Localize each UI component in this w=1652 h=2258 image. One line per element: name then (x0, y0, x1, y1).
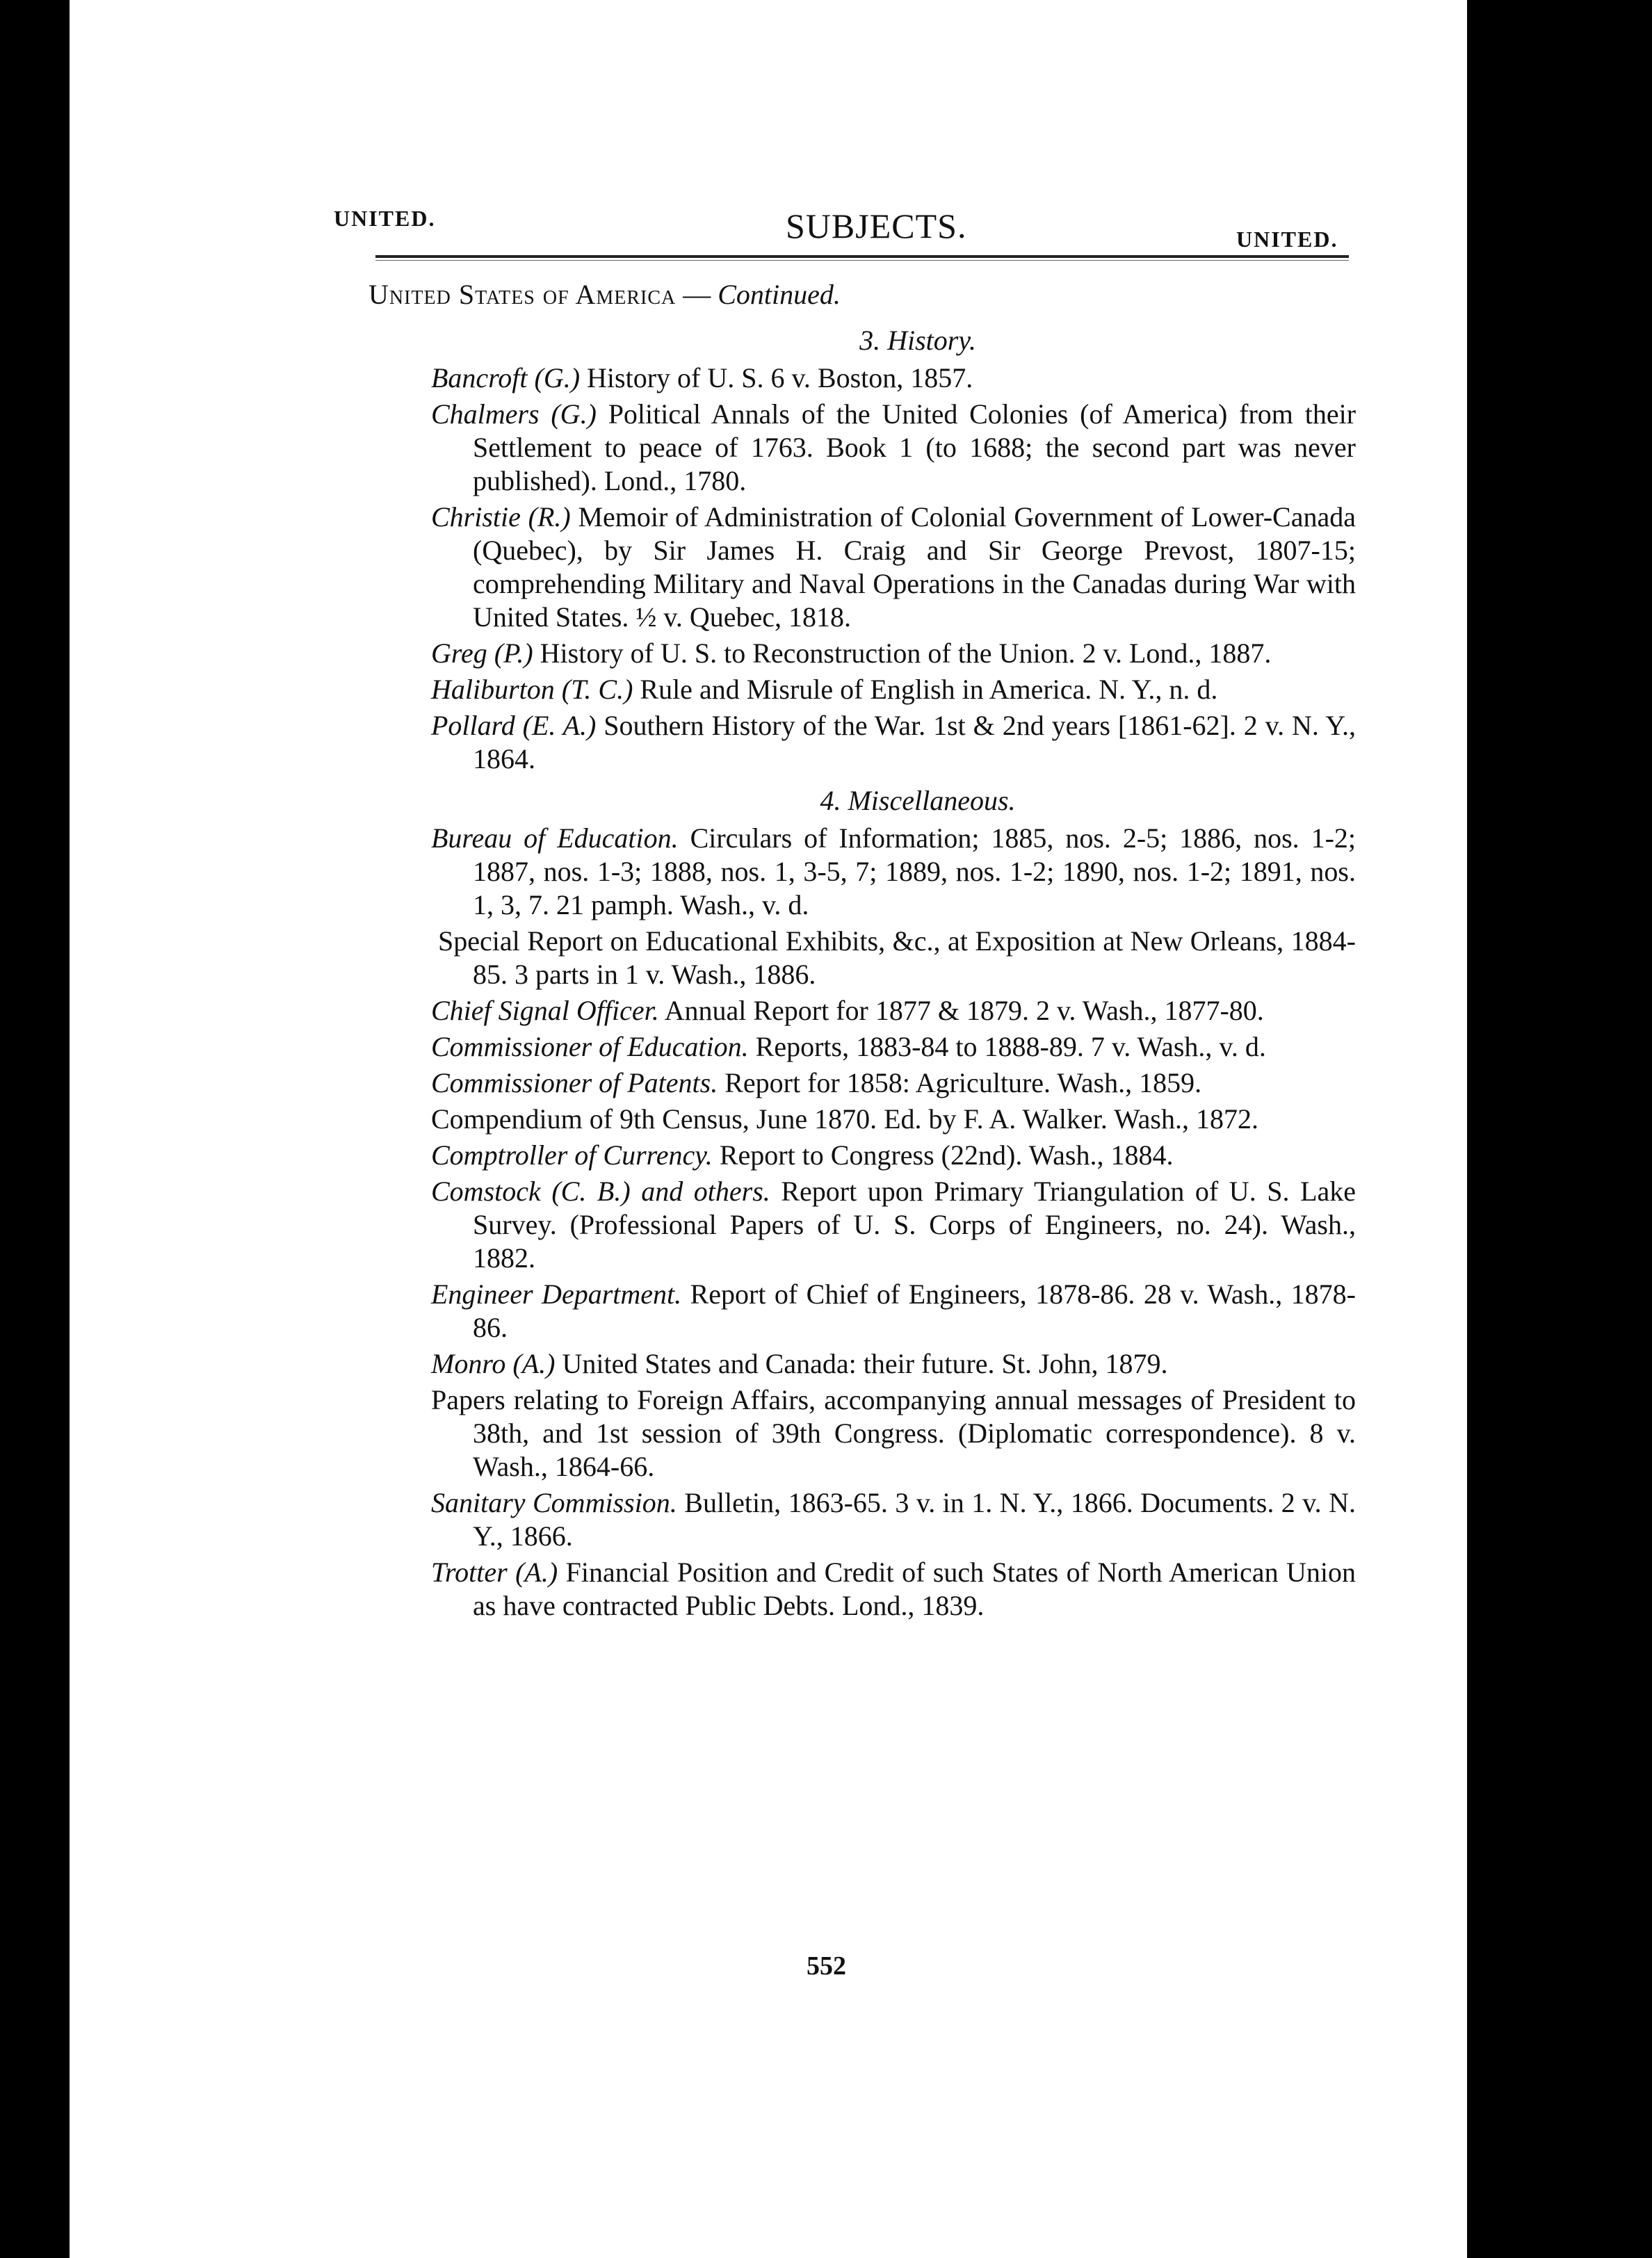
subsections-list (369, 324, 1356, 1623)
page-body (369, 278, 1356, 1625)
entry-text: Special Report on Educational Exhibits, &c., at Exposition at New Orleans, 1884-85. 3 parts in 1 v. Wash., 1886. (438, 925, 1356, 990)
entry-text: Political Annals of the United Colonies (of America) from their Settlement to peace of 1763. Book 1 (to 1688; the second part was never published). Lond., 1780. (473, 398, 1357, 496)
bibliography-entry (410, 1556, 1356, 1623)
entry-text: Southern History of the War. 1st & 2nd years [1861-62]. 2 v. N. Y., 1864. (473, 710, 1357, 774)
entry-author: Bancroft (G.) (431, 362, 581, 393)
bibliography-entry (410, 1175, 1356, 1275)
entry-author: Monro (A.) (431, 1348, 556, 1379)
entry-text: Compendium of 9th Census, June 1870. Ed. by F. A. Walker. Wash., 1872. (431, 1103, 1258, 1135)
entry-author: Bureau of Education. (431, 822, 679, 854)
entry-author: Engineer Department. (431, 1278, 682, 1310)
entry-text: United States and Canada: their future. St. John, 1879. (562, 1348, 1168, 1379)
entry-author: Comstock (C. B.) and others. (431, 1176, 770, 1207)
entry-author: Commissioner of Education. (431, 1031, 749, 1062)
entry-text: History of U. S. 6 v. Boston, 1857. (587, 362, 973, 393)
entry-text: History of U. S. to Reconstruction of the Union. 2 v. Lond., 1887. (540, 637, 1272, 669)
entry-text: Report of Chief of Engineers, 1878-86. 28 v. Wash., 1878-86. (473, 1278, 1356, 1343)
bibliography-entry (410, 673, 1356, 706)
bibliography-entry (410, 637, 1356, 670)
bibliography-entry (410, 1066, 1356, 1100)
entry-text: Report for 1858: Agriculture. Wash., 1859. (724, 1067, 1202, 1098)
section-heading-title: United States of America (369, 279, 677, 310)
running-head-right: UNITED. (1236, 227, 1338, 252)
bibliography-entry (410, 362, 1356, 395)
bibliography-entry (410, 1103, 1356, 1136)
bibliography-entry (410, 822, 1356, 922)
entry-author: Sanitary Commission. (431, 1487, 677, 1518)
bibliography-entry (410, 1347, 1356, 1381)
bibliography-entry (424, 925, 1356, 991)
entry-text: Circulars of Information; 1885, nos. 2-5; 1886, nos. 1-2; 1887, nos. 1-3; 1888, nos. 1, 3-5, 7; 1889, nos. 1-2; 1890, nos. 1-2; 1891, nos. 1, 3, 7. 21 pamph. Wash., v. d. (473, 822, 1357, 920)
book-spine (1467, 0, 1652, 2258)
entry-author: Greg (P.) (431, 637, 533, 669)
bibliography-entry (410, 1030, 1356, 1064)
entry-text: Bulletin, 1863-65. 3 v. in 1. N. Y., 1866. Documents. 2 v. N. Y., 1866. (473, 1487, 1356, 1552)
entry-author: Chalmers (G.) (431, 398, 597, 430)
entry-text: Financial Position and Credit of such States of North American Union as have contracted Public Debts. Lond., 1839. (473, 1557, 1356, 1621)
section-heading-continued: Continued. (718, 279, 841, 310)
subsection-title: 3. History. (859, 325, 976, 356)
bibliography-entry (410, 398, 1356, 498)
entry-text: Rule and Misrule of English in America. N. Y., n. d. (640, 674, 1218, 705)
entry-author: Comptroller of Currency. (431, 1139, 713, 1171)
entry-text: Annual Report for 1877 & 1879. 2 v. Wash., 1877-80. (664, 995, 1264, 1026)
running-head-left: UNITED. (334, 206, 436, 231)
header-rule-thin (375, 260, 1349, 261)
bibliography-entry (410, 1383, 1356, 1484)
entry-author: Trotter (A.) (431, 1557, 558, 1588)
entry-author: Pollard (E. A.) (431, 710, 597, 741)
entry-author: Haliburton (T. C.) (431, 674, 633, 705)
entry-text: Memoir of Administration of Colonial Government of Lower-Canada (Quebec), by Sir James H. Craig and Sir George Prevost, 1807-15; comprehending Military and Naval Operations in the Canadas during War with United States. ½ v. Quebec, 1818. (473, 501, 1356, 633)
entry-author: Commissioner of Patents. (431, 1067, 718, 1098)
page-number: 552 (807, 1951, 846, 1981)
header-rule (375, 255, 1349, 258)
bibliography-entry (410, 994, 1356, 1028)
subsection-title: 4. Miscellaneous. (820, 785, 1016, 816)
bibliography-entry (410, 501, 1356, 634)
running-head-title: SUBJECTS. (786, 206, 967, 245)
bibliography-entry (410, 1278, 1356, 1345)
entry-text: Papers relating to Foreign Affairs, accompanying annual messages of President to 38th, and 1st session of 39th Congress. (Diplomatic correspondence). 8 v. Wash., 1864-66. (431, 1384, 1356, 1482)
entry-text: Report upon Primary Triangulation of U. S. Lake Survey. (Professional Papers of U. S. Corps of Engineers, no. 24). Wash., 1882. (473, 1176, 1357, 1274)
entry-text: Reports, 1883-84 to 1888-89. 7 v. Wash., v. d. (755, 1031, 1266, 1062)
bibliography-entry (410, 1486, 1356, 1553)
bibliography-entry (410, 1139, 1356, 1172)
section-heading: United States of America — Continued. (369, 279, 841, 310)
bibliography-entry (410, 709, 1356, 776)
entry-author: Christie (R.) (431, 501, 571, 533)
entry-author: Chief Signal Officer. (431, 995, 659, 1026)
entry-text: Report to Congress (22nd). Wash., 1884. (719, 1139, 1174, 1171)
